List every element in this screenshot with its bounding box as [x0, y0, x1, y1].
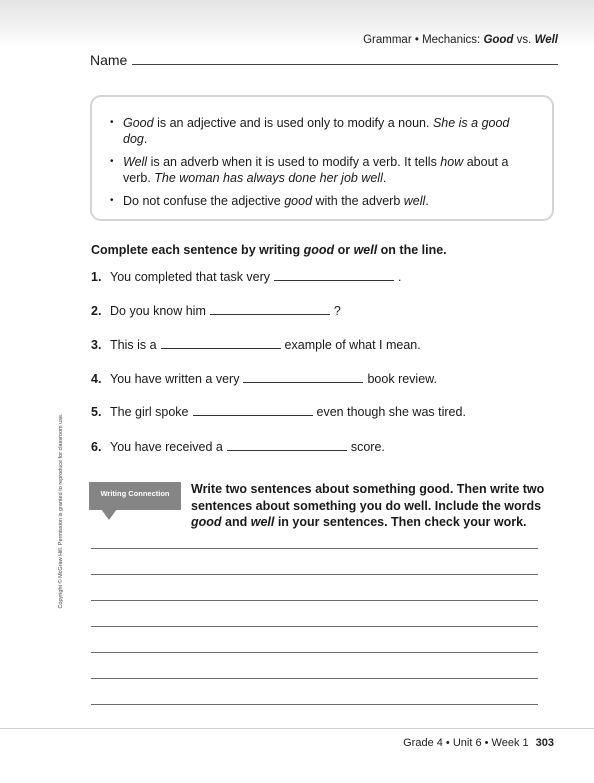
- question-text: Do you know him: [110, 304, 206, 318]
- footer-divider: [0, 728, 594, 729]
- rule-box: [90, 95, 554, 221]
- instructions-word-good: good: [303, 243, 335, 257]
- header-vs: vs.: [513, 34, 535, 46]
- question-end: ?: [333, 304, 341, 318]
- question-5: [91, 405, 466, 421]
- question-number: 6.: [91, 440, 102, 454]
- name-write-line[interactable]: [132, 64, 558, 65]
- rule-emphasis: She is a good dog: [123, 116, 510, 146]
- writing-line[interactable]: [91, 678, 538, 679]
- question-end: score.: [350, 440, 385, 454]
- instructions-or: or: [334, 243, 354, 257]
- rule-text: .: [382, 171, 387, 185]
- question-end: .: [398, 270, 402, 284]
- question-4: [91, 372, 437, 388]
- writing-line[interactable]: [91, 704, 538, 705]
- name-field-row: [90, 52, 558, 68]
- answer-blank[interactable]: [243, 372, 363, 383]
- question-text: You have received a: [110, 440, 223, 454]
- rule-emphasis: Well: [123, 155, 148, 169]
- question-text: The girl spoke: [110, 405, 189, 419]
- answer-blank[interactable]: [227, 440, 347, 451]
- question-end: book review.: [367, 372, 437, 386]
- page-footer: [403, 737, 554, 749]
- instructions-text: Complete each sentence by writing: [91, 243, 304, 257]
- answer-blank[interactable]: [274, 270, 394, 281]
- question-end: example of what I mean.: [284, 338, 421, 352]
- header-prefix: Grammar • Mechanics:: [363, 34, 484, 46]
- question-6: [91, 440, 385, 456]
- question-text: This is a: [110, 338, 157, 352]
- writing-connection-prompt: [191, 481, 561, 531]
- rule-text: Do not confuse the adjective: [123, 194, 285, 208]
- rule-list: [110, 115, 530, 216]
- rule-emphasis: good: [284, 194, 313, 208]
- answer-blank[interactable]: [161, 338, 281, 349]
- question-number: 1.: [91, 270, 102, 284]
- question-text: You completed that task very: [110, 270, 271, 284]
- rule-item: [110, 115, 530, 147]
- prompt-word-good: good: [191, 515, 222, 529]
- speech-pointer-icon: [101, 509, 117, 520]
- question-number: 2.: [91, 304, 102, 318]
- question-number: 5.: [91, 405, 102, 419]
- prompt-and: and: [221, 515, 251, 529]
- question-3: [91, 338, 421, 354]
- prompt-text-end: in your sentences. Then check your work.: [274, 515, 527, 529]
- writing-line[interactable]: [91, 652, 538, 653]
- instructions-word-well: well: [353, 243, 378, 257]
- rule-emphasis: well: [403, 194, 426, 208]
- answer-blank[interactable]: [193, 405, 313, 416]
- rule-text: is an adverb when it is used to modify a verb. It tells: [147, 155, 441, 169]
- writing-connection-badge: Writing Connection: [89, 482, 181, 510]
- rule-text: .: [143, 132, 148, 146]
- writing-line[interactable]: [91, 626, 538, 627]
- page-header-title: [363, 34, 558, 46]
- question-number: 3.: [91, 338, 102, 352]
- rule-emphasis: The woman has always done her job well: [154, 171, 383, 185]
- rule-item: [110, 154, 530, 186]
- rule-text: about a verb.: [123, 155, 509, 185]
- answer-blank[interactable]: [210, 304, 330, 315]
- question-text: You have written a very: [110, 372, 240, 386]
- writing-line[interactable]: [91, 548, 538, 549]
- question-2: [91, 304, 341, 320]
- question-1: [91, 270, 402, 286]
- rule-text: with the adverb: [312, 194, 404, 208]
- page-number: 303: [535, 737, 554, 749]
- copyright-notice: Copyright © McGraw Hill. Permission is granted to reproduce for classroom use.: [58, 413, 64, 609]
- prompt-word-well: well: [250, 515, 275, 529]
- header-word-well: Well: [534, 34, 558, 46]
- header-word-good: Good: [483, 34, 514, 46]
- instructions: [91, 243, 447, 257]
- question-end: even though she was tired.: [316, 405, 466, 419]
- footer-label: Grade 4 • Unit 6 • Week 1: [403, 737, 529, 749]
- rule-text: .: [425, 194, 429, 208]
- prompt-text: Write two sentences about something good. Then write two sentences about something you do well. Include the words: [191, 482, 545, 513]
- writing-line[interactable]: [91, 574, 538, 575]
- rule-item: [110, 193, 530, 209]
- rule-emphasis: how: [440, 155, 464, 169]
- question-number: 4.: [91, 372, 102, 386]
- writing-line[interactable]: [91, 600, 538, 601]
- name-label: Name: [90, 52, 128, 68]
- rule-emphasis: Good: [123, 116, 154, 130]
- instructions-end: on the line.: [377, 243, 447, 257]
- rule-text: is an adjective and is used only to modify a noun.: [153, 116, 433, 130]
